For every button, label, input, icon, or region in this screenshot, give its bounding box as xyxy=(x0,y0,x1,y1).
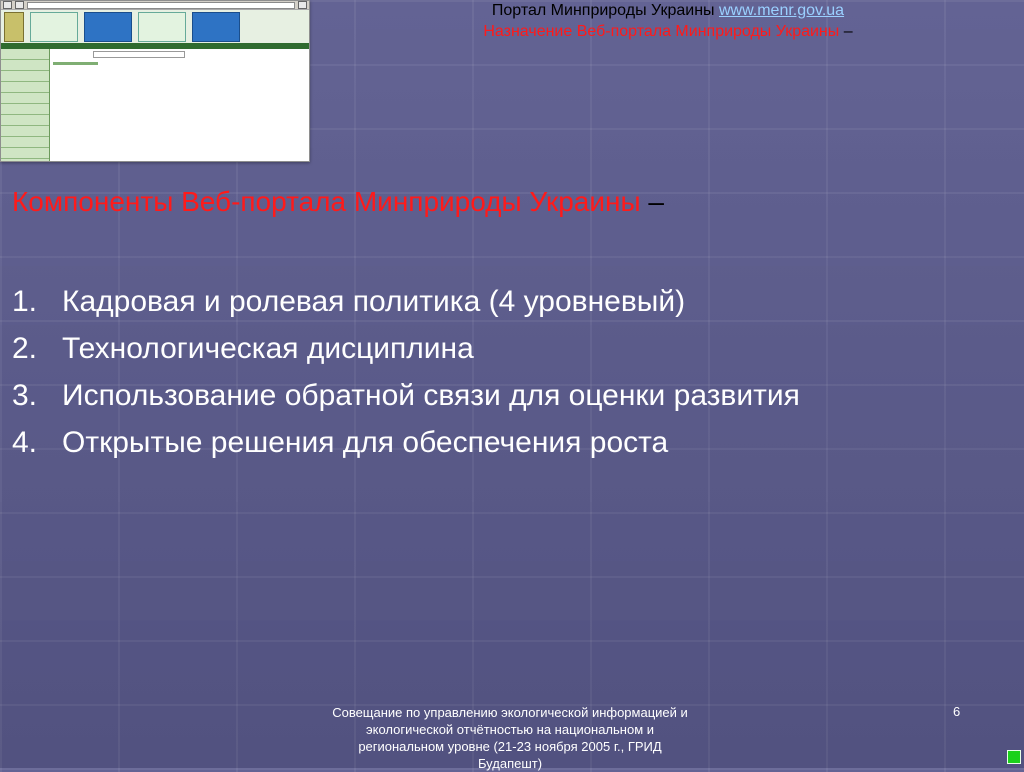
list-item-text: Кадровая и ролевая политика (4 уровневый) xyxy=(62,285,686,318)
portal-banner xyxy=(1,10,309,43)
list-item-text: Открытые решения для обеспечения роста xyxy=(62,426,669,459)
banner-image-2 xyxy=(192,12,240,42)
section-title-dash: – xyxy=(648,186,664,217)
browser-toolbar xyxy=(1,1,309,10)
list-item-number: 1. xyxy=(12,285,38,318)
list-item-text: Технологическая дисциплина xyxy=(62,332,474,365)
slide-footer: Совещание по управлению экологической информацией и экологической отчётностью на национальном и региональном уровне (21-23 ноября 2005 г., ГРИД Будапешт) xyxy=(332,705,688,771)
banner-image xyxy=(84,12,132,42)
list-item xyxy=(12,278,972,325)
section-title-text: Компоненты Веб-портала Минприроды Украины xyxy=(12,186,641,217)
banner-panel xyxy=(138,12,186,42)
list-item-number: 3. xyxy=(12,379,38,412)
list-item-text: Использование обратной связи для оценки развития xyxy=(62,379,800,412)
header-dash: – xyxy=(843,23,853,40)
list-item-number: 2. xyxy=(12,332,38,365)
portal-link[interactable]: www.menr.gov.ua xyxy=(718,2,845,19)
slide-number: 6 xyxy=(953,704,961,719)
emblem-icon xyxy=(4,12,24,42)
list-item xyxy=(12,372,972,419)
header-line-2 xyxy=(318,21,1018,42)
forward-icon xyxy=(15,1,24,9)
header-title: Портал Минприроды Украины xyxy=(491,2,715,19)
portal-side-menu xyxy=(1,49,50,161)
list-item-number: 4. xyxy=(12,426,38,459)
components-list xyxy=(12,278,972,466)
portal-screenshot-thumbnail xyxy=(0,0,310,162)
portal-dropdown xyxy=(93,51,185,58)
banner-logo xyxy=(30,12,78,42)
list-item xyxy=(12,325,972,372)
address-bar xyxy=(27,2,295,9)
go-icon xyxy=(298,1,307,9)
header-subtitle: Назначение Веб-портала Минприроды Украины xyxy=(483,23,840,40)
next-slide-button[interactable] xyxy=(1007,750,1021,764)
portal-subtitle xyxy=(53,62,98,65)
back-icon xyxy=(3,1,12,9)
portal-main-area xyxy=(53,51,303,65)
section-title xyxy=(12,185,1012,219)
slide-header xyxy=(318,0,1018,46)
header-line-1 xyxy=(318,0,1018,21)
list-item xyxy=(12,419,972,466)
